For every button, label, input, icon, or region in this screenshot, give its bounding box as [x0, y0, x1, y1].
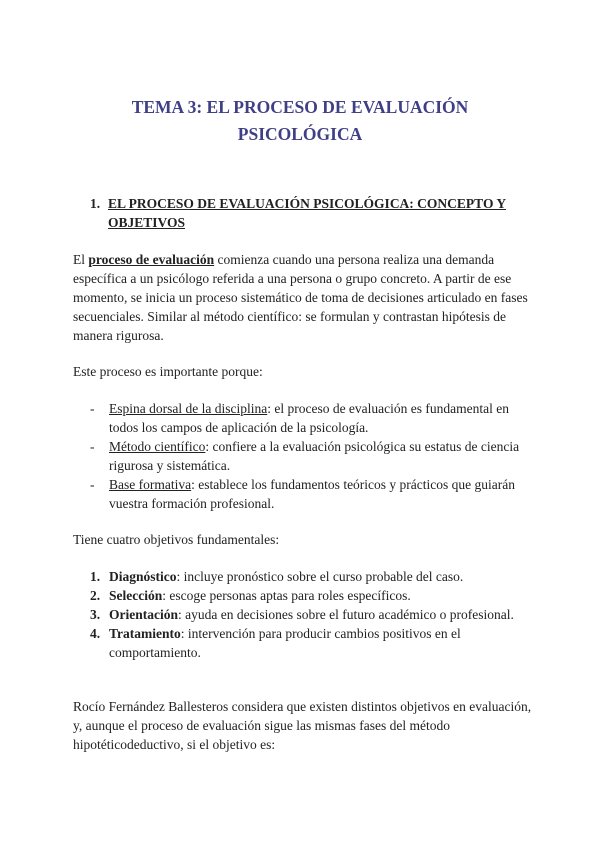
- intro-rest: comienza cuando una persona realiza una demanda específica a un psicólogo referida a una persona o grupo concreto. A partir de ese momento, se inicia un proceso sistemático de toma de decisiones articulado en fases secuenciales. Similar al método científico: se formulan y contrastan hipótesis de manera rigurosa.: [73, 252, 528, 343]
- list-marker: 1.: [90, 569, 101, 584]
- title-line-2: PSICOLÓGICA: [237, 124, 363, 144]
- list-item-text: : escoge personas aptas para roles específicos.: [162, 588, 411, 603]
- objectives-list: [90, 567, 538, 662]
- title-line-1: TEMA 3: EL PROCESO DE EVALUACIÓN: [131, 97, 469, 117]
- list-item-term: Orientación: [109, 607, 178, 622]
- list-marker: 3.: [90, 607, 101, 622]
- list-item-text: : ayuda en decisiones sobre el futuro académico o profesional.: [178, 607, 514, 622]
- list-item-term: Método científico: [109, 439, 206, 454]
- objectives-intro: Tiene cuatro objetivos fundamentales:: [73, 532, 280, 547]
- intro-lead: El: [73, 252, 89, 267]
- section-heading: [90, 194, 540, 232]
- intro-paragraph: [73, 250, 543, 345]
- list-marker: 4.: [90, 626, 101, 641]
- importance-list: [90, 399, 538, 513]
- list-marker: -: [90, 477, 95, 492]
- list-item: [90, 605, 538, 624]
- list-item-text: : incluye pronóstico sobre el curso probable del caso.: [176, 569, 464, 584]
- section-number: 1.: [90, 196, 101, 211]
- list-item-term: Base formativa: [109, 477, 192, 492]
- list-item-text: : confiere a la evaluación psicológica su estatus de ciencia rigurosa y sistemática.: [109, 439, 520, 473]
- list-item-term: Tratamiento: [109, 626, 181, 641]
- list-item-text: : el proceso de evaluación es fundamental en todos los campos de aplicación de la psicología.: [109, 401, 509, 435]
- document-title: [60, 94, 540, 148]
- closing-paragraph: Rocío Fernández Ballesteros considera que existen distintos objetivos en evaluación, y, aunque el proceso de evaluación sigue las mismas fases del método hipotéticodeductivo, si el objetivo es:: [73, 699, 532, 752]
- list-marker: -: [90, 439, 95, 454]
- list-item: [90, 437, 538, 475]
- list-item-text: : establece los fundamentos teóricos y prácticos que guiarán vuestra formación profesional.: [109, 477, 515, 511]
- list-item: [90, 624, 538, 662]
- intro-term: proceso de evaluación: [88, 252, 215, 267]
- list-marker: 2.: [90, 588, 101, 603]
- section-heading-text: EL PROCESO DE EVALUACIÓN PSICOLÓGICA: CONCEPTO Y OBJETIVOS: [108, 196, 507, 230]
- list-item: [90, 475, 538, 513]
- list-item: [90, 567, 538, 586]
- list-item-term: Selección: [109, 588, 163, 603]
- list-item: [90, 399, 538, 437]
- importance-intro: Este proceso es importante porque:: [73, 364, 263, 379]
- list-item-text: : intervención para producir cambios positivos en el comportamiento.: [109, 626, 461, 660]
- list-item-term: Diagnóstico: [109, 569, 177, 584]
- list-item-term: Espina dorsal de la disciplina: [109, 401, 268, 416]
- list-marker: -: [90, 401, 95, 416]
- list-item: [90, 586, 538, 605]
